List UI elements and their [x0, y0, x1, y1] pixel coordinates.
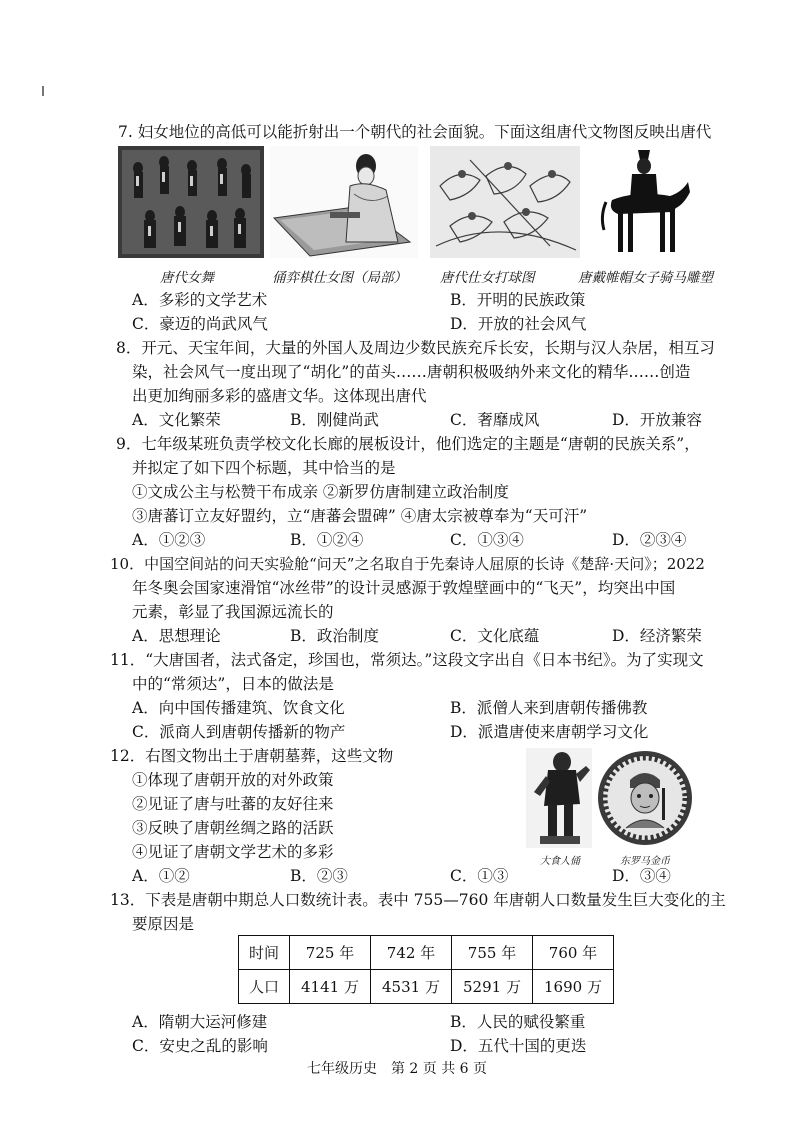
q13-option-c: C．安史之乱的影响: [132, 1037, 268, 1055]
table-cell: 4141 万: [290, 970, 371, 1004]
scan-mark: [42, 86, 44, 96]
q7-caption-4: 唐戴帷帽女子骑马雕塑: [578, 270, 713, 286]
table-cell: 人口: [239, 970, 290, 1004]
foreign-figurine-image: [526, 748, 592, 848]
q13-line-1: 13．下表是唐朝中期总人口数统计表。表中 755—760 年唐朝人口数量发生巨大变化的主: [110, 891, 726, 909]
q13-option-b: B．人民的赋役繁重: [450, 1013, 586, 1031]
q8-line-3: 出更加绚丽多彩的盛唐文华。这体现出唐代: [132, 387, 427, 405]
population-table: [238, 935, 614, 1004]
table-cell: 760 年: [533, 936, 614, 970]
woman-on-horse-sculpture-image: [598, 146, 692, 258]
q11-option-b: B．派僧人来到唐朝传播佛教: [450, 699, 648, 717]
q10-option-d: D．经济繁荣: [612, 627, 702, 645]
q7-caption-2: 俑弈棋仕女图（局部）: [272, 270, 407, 286]
q11-option-a: A．向中国传播建筑、饮食文化: [132, 699, 345, 717]
table-row: [239, 970, 614, 1004]
q12-item-3: ③反映了唐朝丝绸之路的活跃: [132, 819, 334, 837]
q11-line-1: 11．“大唐国者，法式备定，珍国也，常须达。”这段文字出自《日本书纪》。为了实现文: [110, 651, 704, 669]
q7-option-b: B．开明的民族政策: [450, 291, 586, 309]
q12-item-2: ②见证了唐与吐蕃的友好往来: [132, 795, 334, 813]
q12-option-a: A．①②: [132, 867, 190, 885]
q10-line-3: 元素，彰显了我国源远流长的: [132, 603, 334, 621]
table-cell: 755 年: [452, 936, 533, 970]
q9-option-d: D．②③④: [612, 531, 687, 549]
q12-caption-1: 大食人俑: [540, 856, 580, 867]
q11-option-c: C．派商人到唐朝传播新的物产: [132, 723, 346, 741]
q8-option-b: B．刚健尚武: [290, 411, 379, 429]
table-row: [239, 936, 614, 970]
q12-stem: 12．右图文物出土于唐朝墓葬，这些文物: [110, 747, 394, 765]
table-cell: 5291 万: [452, 970, 533, 1004]
q13-option-d: D．五代十国的更迭: [450, 1037, 587, 1055]
table-cell: 725 年: [290, 936, 371, 970]
q8-option-c: C．奢靡成风: [450, 411, 540, 429]
q7-option-d: D．开放的社会风气: [450, 315, 587, 333]
q8-line-1: 8．开元、天宝年间，大量的外国人及周边少数民族充斥长安，长期与汉人杂居，相互习: [116, 339, 715, 357]
q12-item-4: ④见证了唐朝文学艺术的多彩: [132, 843, 334, 861]
q10-option-a: A．思想理论: [132, 627, 221, 645]
q8-option-a: A．文化繁荣: [132, 411, 221, 429]
q13-line-2: 要原因是: [132, 915, 195, 933]
tang-dancers-figurines-image: [118, 146, 264, 258]
q9-line-1: 9．七年级某班负责学校文化长廊的展板设计，他们选定的主题是“唐朝的民族关系”，: [116, 435, 700, 453]
q12-item-1: ①体现了唐朝开放的对外政策: [132, 771, 334, 789]
q7-option-c: C．豪迈的尚武风气: [132, 315, 268, 333]
page-footer: 七年级历史 第 2 页 共 6 页: [306, 1061, 488, 1077]
q9-items-2: ③唐蕃订立友好盟约，立“唐蕃会盟碑” ④唐太宗被尊奉为“天可汗”: [132, 507, 588, 525]
q7-stem: 7. 妇女地位的高低可以能折射出一个朝代的社会面貌。下面这组唐代文物图反映出唐代: [118, 123, 712, 141]
q12-caption-2: 东罗马金币: [620, 856, 670, 867]
q10-option-c: C．文化底蕴: [450, 627, 540, 645]
table-cell: 1690 万: [533, 970, 614, 1004]
q10-line-1: 10．中国空间站的问天实验舱“问天”之名取自于先秦诗人屈原的长诗《楚辞·天问》；2022: [110, 555, 705, 573]
weiqi-ladies-painting-image: [270, 146, 418, 258]
q7-caption-3: 唐代仕女打球图: [440, 270, 535, 286]
q11-option-d: D．派遣唐使来唐朝学习文化: [450, 723, 649, 741]
table-cell: 4531 万: [371, 970, 452, 1004]
q7-image-strip: [118, 146, 768, 290]
q11-line-2: 中的“常须达”，日本的做法是: [132, 675, 334, 693]
q10-line-2: 年冬奥会国家速滑馆“冰丝带”的设计灵感源于敦煌壁画中的“飞天”，均突出中国: [132, 579, 676, 597]
q9-line-2: 并拟定了如下四个标题，其中恰当的是: [132, 459, 396, 477]
q9-option-a: A．①②③: [132, 531, 206, 549]
q12-option-b: B．②③: [290, 867, 348, 885]
q9-items-1: ①文成公主与松赞干布成亲 ②新罗仿唐制建立政治制度: [132, 483, 509, 501]
q12-option-d: D．③④: [612, 867, 671, 885]
q7-option-a: A．多彩的文学艺术: [132, 291, 268, 309]
q8-line-2: 染，社会风气一度出现了“胡化”的苗头……唐朝积极吸纳外来文化的精华……创造: [132, 363, 691, 381]
polo-ladies-painting-image: [430, 146, 580, 258]
q12-option-c: C．①③: [450, 867, 509, 885]
q9-option-b: B．①②④: [290, 531, 364, 549]
q7-caption-1: 唐代女舞: [160, 270, 214, 286]
q10-option-b: B．政治制度: [290, 627, 379, 645]
q8-option-d: D．开放兼容: [612, 411, 702, 429]
q13-option-a: A．隋朝大运河修建: [132, 1013, 268, 1031]
byzantine-gold-coin-image: [596, 748, 694, 848]
table-cell: 时间: [239, 936, 290, 970]
q9-option-c: C．①③④: [450, 531, 524, 549]
table-cell: 742 年: [371, 936, 452, 970]
